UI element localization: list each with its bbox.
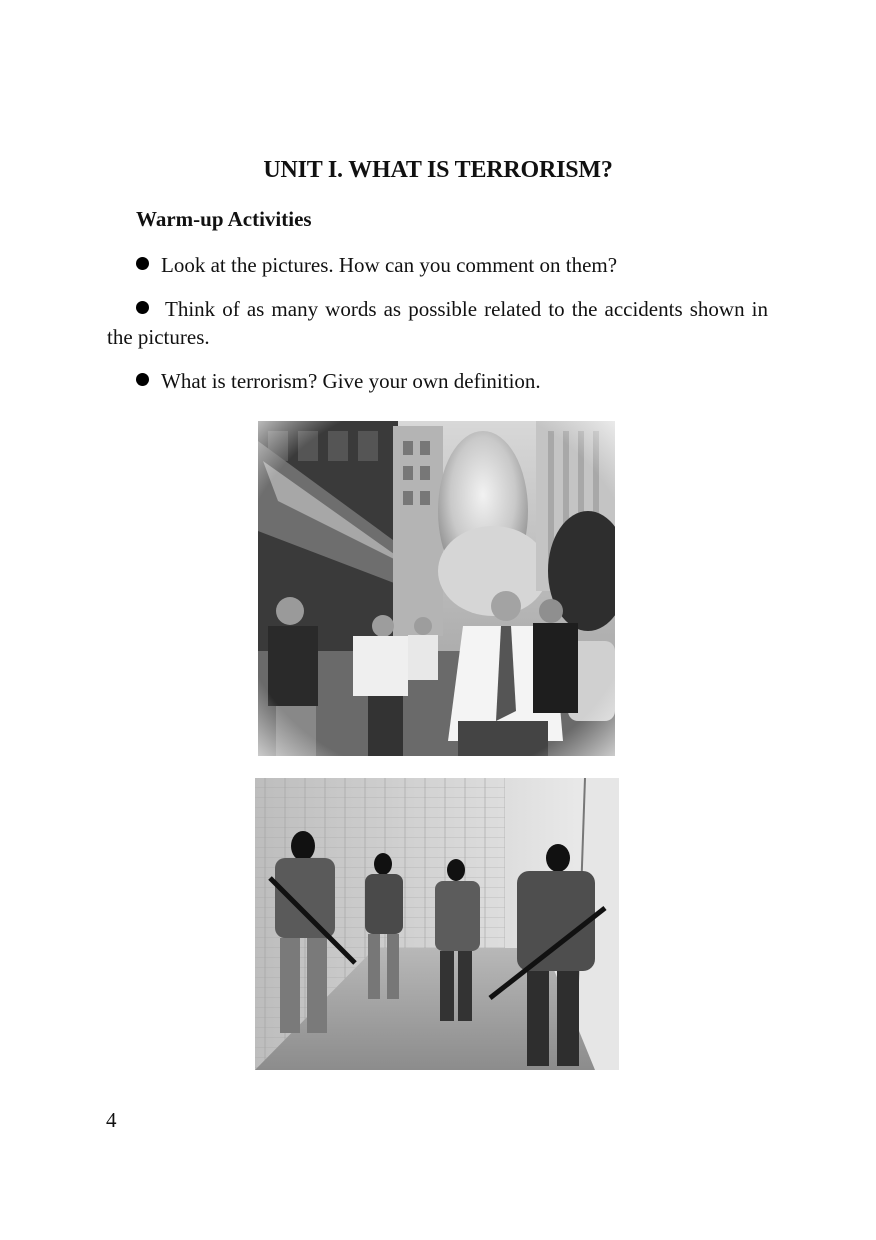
photo-masked-gunmen xyxy=(255,778,619,1070)
bullet-dot-icon xyxy=(136,301,149,314)
unit-title: UNIT I. WHAT IS TERRORISM? xyxy=(263,157,613,183)
page-number: 4 xyxy=(106,1108,117,1132)
bullet-item-1 xyxy=(136,251,617,279)
photo-street-crowd xyxy=(258,421,615,756)
bullet-dot-icon xyxy=(136,257,149,270)
bullet-text-1: Look at the pictures. How can you comment on them? xyxy=(161,253,618,277)
bullet-item-3 xyxy=(136,367,541,395)
bullet-dot-icon xyxy=(136,373,149,386)
bullet-text-3: What is terrorism? Give your own definition. xyxy=(161,369,541,393)
bullet-text-2: Think of as many words as possible related to the accidents shown in the pictures. xyxy=(107,297,768,349)
section-heading: Warm-up Activities xyxy=(136,207,312,231)
bullet-item-2 xyxy=(107,295,768,351)
